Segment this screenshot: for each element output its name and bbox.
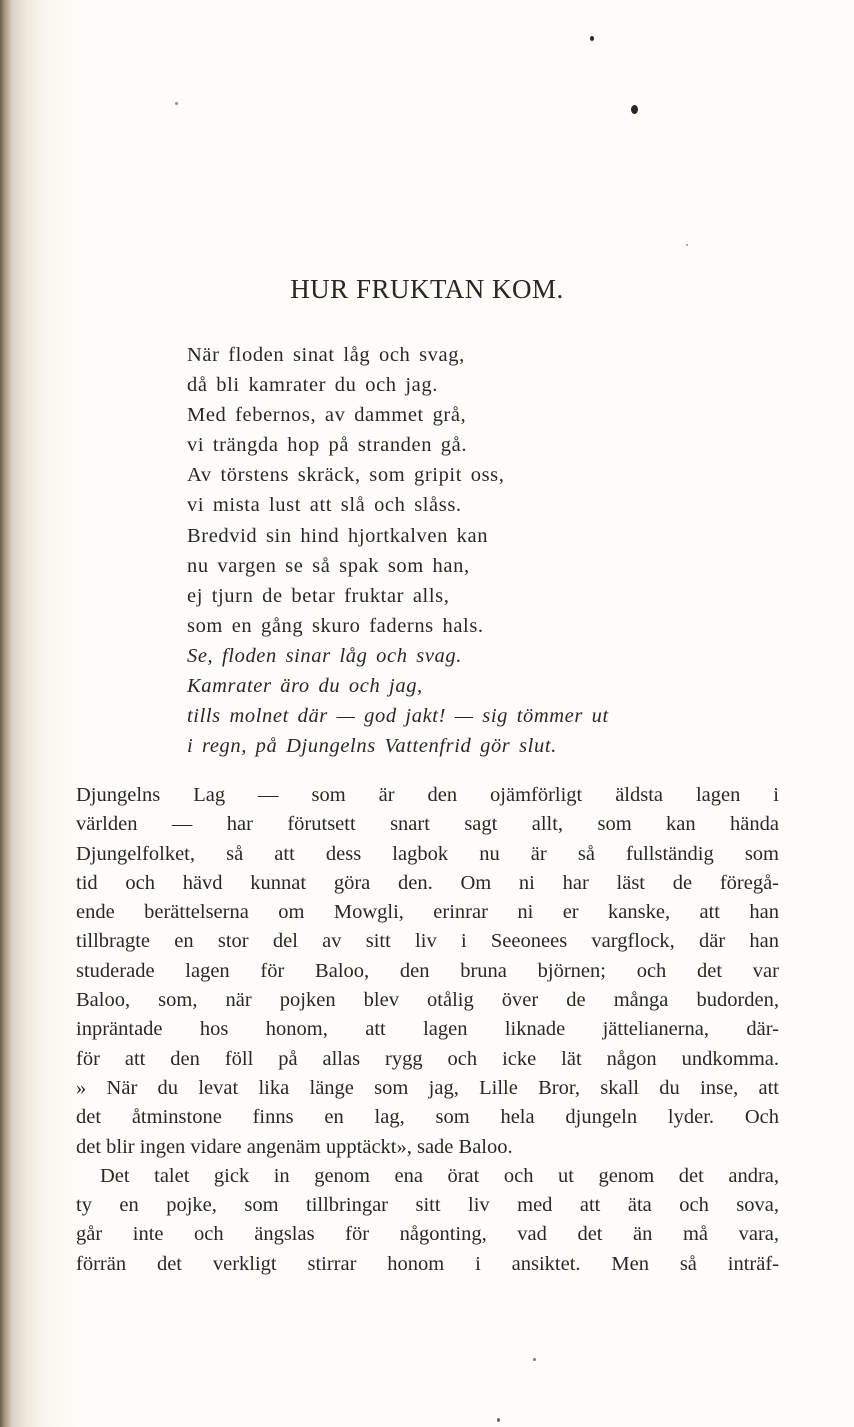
poem-refrain-line: Se, floden sinar låg och svag. — [187, 644, 462, 667]
prose-line: tillbragte en stor del av sitt liv i Seeonees vargflock, där han — [76, 930, 779, 953]
prose-line: Det talet gick in genom ena örat och ut genom det andra, — [100, 1164, 779, 1187]
ink-speck — [686, 244, 688, 246]
poem — [187, 340, 747, 761]
prose-line: Djungelns Lag — som är den ojämförligt äldsta lagen i — [76, 784, 779, 806]
ink-speck — [533, 1358, 536, 1361]
prose-line: det åtminstone finns en lag, som hela djungeln lyder. Och — [76, 1106, 779, 1129]
prose-line: går inte och ängslas för någonting, vad det än må vara, — [76, 1223, 779, 1246]
poem-refrain-line: i regn, på Djungelns Vattenfrid gör slut. — [187, 735, 557, 758]
prose-line: Djungelfolket, så att dess lagbok nu är så fullständig som — [76, 842, 779, 865]
ink-speck — [497, 1418, 500, 1422]
prose-line: förrän det verkligt stirrar honom i ansiktet. Men så inträf- — [76, 1252, 779, 1275]
prose-body — [76, 781, 779, 1279]
poem-line: När floden sinat låg och svag, — [187, 344, 465, 366]
prose-line: det blir ingen vidare angenäm upptäckt», sade Baloo. — [76, 1135, 513, 1158]
prose-line: ty en pojke, som tillbringar sitt liv med att äta och sova, — [76, 1194, 779, 1217]
poem-line: Av törstens skräck, som gripit oss, — [187, 464, 505, 487]
prose-line: » När du levat lika länge som jag, Lille Bror, skall du inse, att — [76, 1076, 779, 1099]
prose-line: studerade lagen för Baloo, den bruna björnen; och det var — [76, 959, 779, 982]
poem-line: Bredvid sin hind hjortkalven kan — [187, 524, 489, 547]
ink-speck — [631, 105, 638, 114]
prose-line: för att den föll på allas rygg och icke lät någon undkomma. — [76, 1047, 779, 1070]
poem-refrain-line: Kamrater äro du och jag, — [187, 675, 423, 698]
poem-line: nu vargen se så spak som han, — [187, 554, 470, 577]
poem-line: Med febernos, av dammet grå, — [187, 404, 467, 427]
poem-line: ej tjurn de betar fruktar alls, — [187, 584, 450, 607]
poem-line: vi trängda hop på stranden gå. — [187, 434, 468, 457]
poem-refrain-line: tills molnet där — god jakt! — sig tömmer ut — [187, 705, 609, 728]
ink-speck — [590, 36, 594, 41]
prose-line: inpräntade hos honom, att lagen liknade jättelianerna, där- — [76, 1018, 779, 1041]
prose-line: Baloo, som, när pojken blev otålig över de många budorden, — [76, 989, 779, 1012]
poem-line: som en gång skuro faderns hals. — [187, 614, 484, 637]
poem-line: vi mista lust att slå och slåss. — [187, 494, 462, 517]
ink-speck — [175, 102, 178, 105]
prose-line: ende berättelserna om Mowgli, erinrar ni er kanske, att han — [76, 901, 779, 924]
poem-line: då bli kamrater du och jag. — [187, 374, 438, 397]
chapter-title: HUR FRUKTAN KOM. — [290, 274, 564, 304]
prose-line: världen — har förutsett snart sagt allt, som kan hända — [76, 813, 779, 836]
prose-line: tid och hävd kunnat göra den. Om ni har läst de föregå- — [76, 871, 779, 894]
